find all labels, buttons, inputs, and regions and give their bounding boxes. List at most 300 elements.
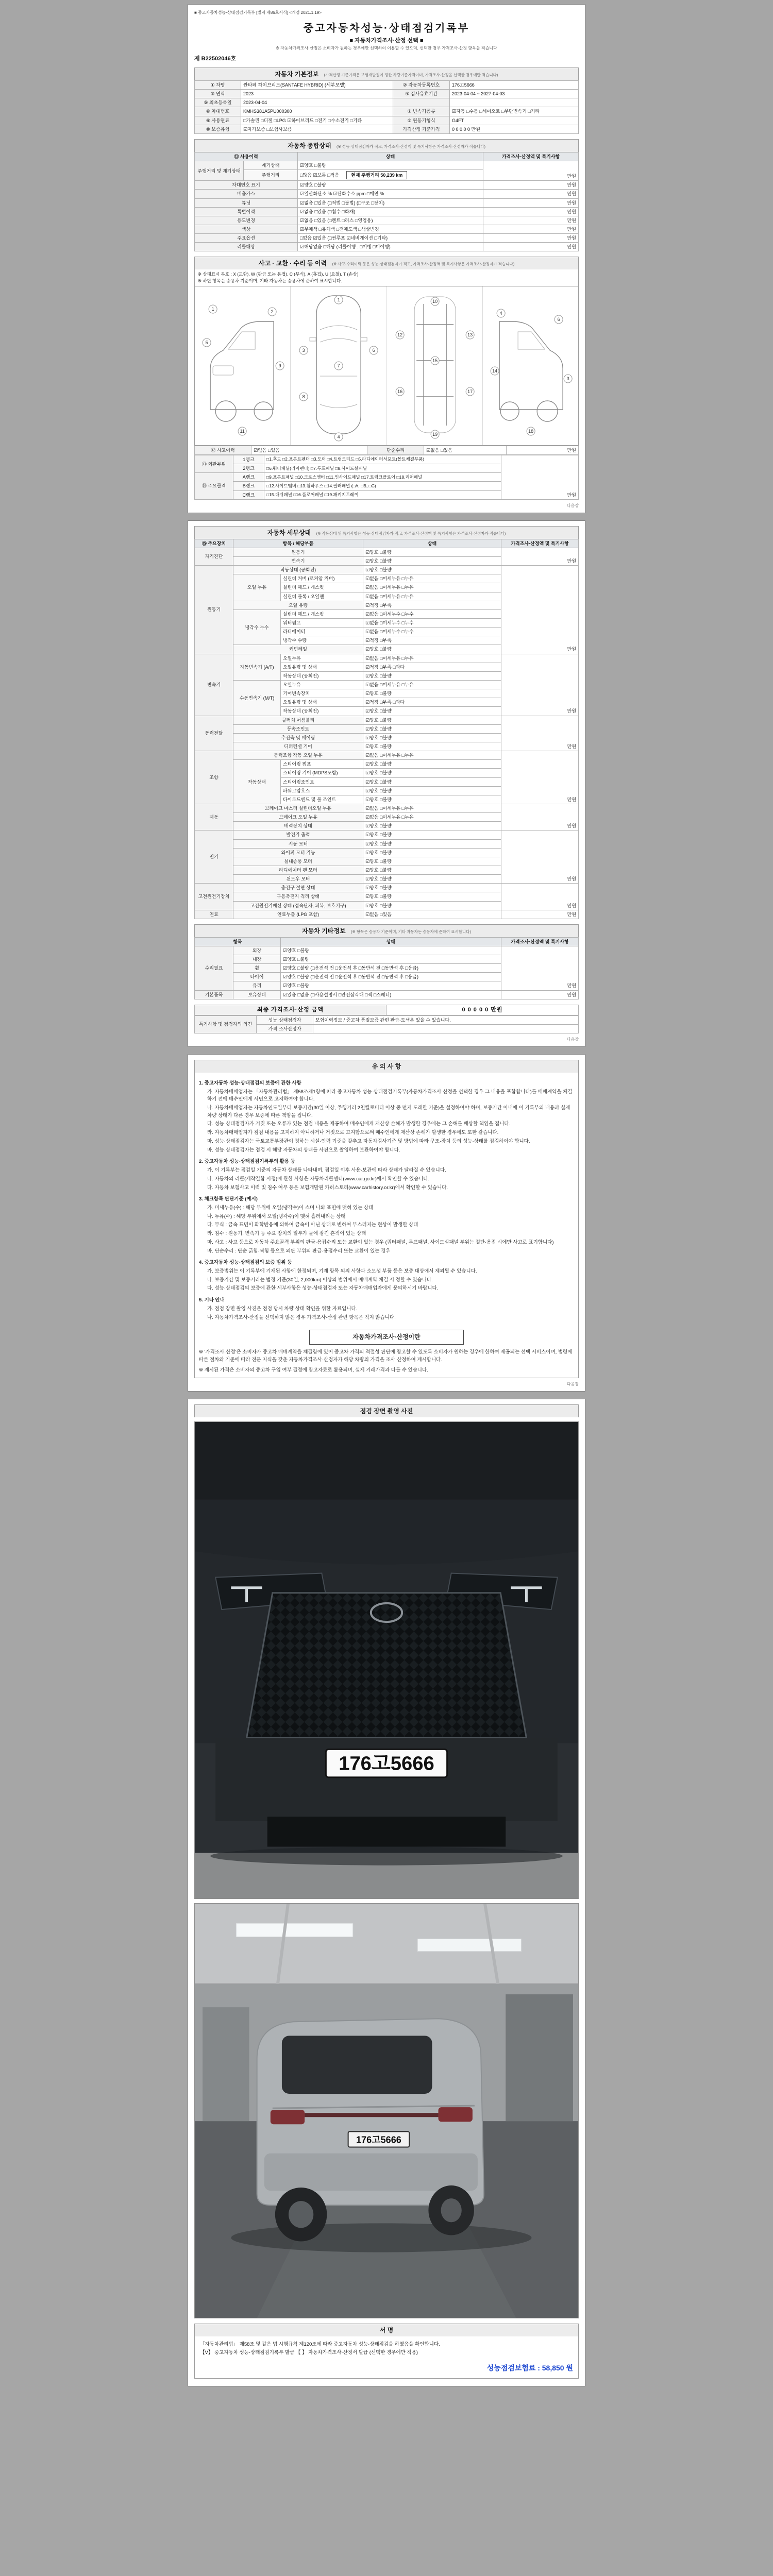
cell: ☑적정 □부족 □과다 bbox=[363, 663, 501, 671]
cell: ☑없음 □있음 bbox=[251, 446, 367, 454]
cell: 등속조인트 bbox=[233, 724, 363, 733]
cell: 워터펌프 bbox=[281, 619, 363, 628]
cell: 보유상태 bbox=[233, 990, 281, 999]
price-select-note: ※ 자동차가격조사·산정은 소비자가 원하는 경우에만 선택하여 이용할 수 있으며, 선택한 경우 가격조사·산정 항목을 적습니다 bbox=[276, 46, 497, 50]
svg-text:11: 11 bbox=[240, 428, 245, 434]
cell: □12.사이드멤버 □13.휠하우스 □14.필러패널 (□A, □B, □C) bbox=[264, 482, 501, 490]
cell: ☑없음 □있음 (□침수 □화재) bbox=[298, 207, 483, 216]
svg-text:12: 12 bbox=[397, 332, 402, 337]
accident-legend-line1: ※ 상태표시 부호 : X (교환), W (판금 또는 용접), C (부식), A (흠집), U (요철), T (손상) bbox=[198, 272, 359, 277]
cell: 내장 bbox=[233, 955, 281, 964]
cell: 스티어링 펌프 bbox=[281, 760, 363, 769]
cell: ☑양호 □불량 bbox=[363, 671, 501, 680]
cell: 수리필요 bbox=[195, 946, 233, 990]
section-accident-header bbox=[194, 257, 579, 269]
cell: 만원 bbox=[501, 804, 579, 830]
notice-line: 나. 자동차가격조사·산정을 선택하지 않은 경우 가격조사·산정 관련 항목은 적지 않습니다. bbox=[207, 1314, 396, 1320]
notice-line: ※ 제시된 가격은 소비자의 중고차 구입 여부 결정에 참고자료로 활용되며, 실제 거래가격과 다를 수 있습니다. bbox=[199, 1367, 428, 1374]
notice-line: 4. 중고자동차 성능·상태점검의 보증 범위 등 bbox=[199, 1260, 292, 1266]
notice-line: 2. 중고자동차 성능·상태점검기록부의 활용 등 bbox=[199, 1159, 295, 1165]
cell: ☑없음 □미세누유 □누유 bbox=[363, 751, 501, 760]
cell: ☑양호 □불량 bbox=[363, 875, 501, 884]
section-basic-title: 자동차 기본정보 bbox=[275, 71, 319, 78]
section-overall-note: (※ 성능·상태점검자가 적고, 가격조사·산정액 및 특기사항은 가격조사·산정자가 적습니다) bbox=[336, 144, 485, 149]
svg-text:1: 1 bbox=[211, 306, 214, 312]
cell: ⑨ 원동기형식 bbox=[393, 116, 450, 125]
cell: 브레이크 오일 누유 bbox=[233, 813, 363, 822]
cell: ☑양호 □불량 bbox=[363, 707, 501, 716]
section-photos-title: 점검 장면 촬영 사진 bbox=[360, 1408, 413, 1415]
cell: ☑양호 □불량 bbox=[281, 946, 501, 955]
cell: 유리 bbox=[233, 981, 281, 990]
cell: ☑양호 □불량 bbox=[363, 645, 501, 654]
cell: 만원 bbox=[483, 198, 579, 207]
section-photos-header bbox=[194, 1404, 579, 1417]
cell bbox=[450, 98, 579, 107]
cell: 만원 bbox=[483, 216, 579, 225]
cell: 스티어링조인트 bbox=[281, 777, 363, 786]
cell: ☑없음 □미세누수 □누수 bbox=[363, 609, 501, 618]
card-detail-condition bbox=[188, 520, 585, 1047]
notice-line: 마. 사고 : 사고 등으로 자동차 주요골격 부위의 판금·용접수리 또는 교환이 있는 경우 (쿼터패널, 루프패널, 사이드실패널 부위는 절단·용접 시에만 사고로 표기합니다) bbox=[207, 1239, 554, 1245]
svg-text:16: 16 bbox=[397, 388, 402, 394]
photo-rear-art bbox=[195, 1904, 578, 2318]
cell: 주요옵션 bbox=[195, 234, 298, 243]
cell: ☑없음 □미세누유 □누유 bbox=[363, 583, 501, 592]
svg-text:18: 18 bbox=[528, 428, 533, 434]
price-definition-paras bbox=[199, 1349, 574, 1375]
section-sign-header bbox=[194, 2324, 579, 2336]
accident-flags-table bbox=[194, 446, 579, 455]
svg-text:5: 5 bbox=[205, 340, 208, 345]
section-notices-header bbox=[194, 1060, 579, 1073]
cell: ☑자동 □수동 □세미오토 □무단변속기 □기타 bbox=[450, 107, 579, 116]
panel-rank-table bbox=[194, 455, 579, 500]
cell: 라디에이터 bbox=[281, 628, 363, 636]
svg-text:3: 3 bbox=[566, 376, 569, 381]
section-accident-title: 사고 · 교환 · 수리 등 이력 bbox=[258, 260, 327, 267]
notice-line: 1. 중고자동차 성능·상태점검의 보증에 관한 사항 bbox=[199, 1080, 301, 1086]
cell: ☑양호 □불량 bbox=[298, 161, 483, 170]
notice-line: 가. 미세누유(수) : 해당 부위에 오일(냉각수)이 스며 나와 표면에 맺혀 있는 상태 bbox=[207, 1205, 374, 1211]
card-notices bbox=[188, 1054, 585, 1392]
notice-line: ※ '가격조사·산정'은 소비자가 중고차 매매계약을 체결함에 있어 중고차 가격의 적절성 판단에 참고할 수 있도록 소비자가 원하는 경우에 한하여 제공되는 선택 서비스이며, 법령에 따른 절차와 기준에 따라 전문 지식을 갖춘 자동차가격조사·산정자가 해당 차량의 가격을 조사·산정하여 제시합니다. bbox=[199, 1349, 573, 1363]
cell: ☑없음 □있음 (□렌트 □리스 □영업용) bbox=[298, 216, 483, 225]
notice-line: 라. 침수 : 원동기, 변속기 등 주요 장치의 일부가 물에 잠긴 흔적이 있는 상태 bbox=[207, 1231, 366, 1237]
cell: 변속기 bbox=[195, 654, 233, 716]
cell: 실린더 커버 (로커암 커버) bbox=[281, 574, 363, 583]
cell: 와이퍼 모터 기능 bbox=[233, 848, 363, 857]
cell: 제동 bbox=[195, 804, 233, 830]
section-overall-header bbox=[194, 139, 579, 152]
cell: □9.프론트패널 □10.크로스멤버 □11.인사이드패널 □17.트렁크플로어 □18.리어패널 bbox=[264, 473, 501, 482]
cell: 상태 bbox=[281, 937, 501, 946]
svg-text:9: 9 bbox=[278, 363, 281, 368]
notice-line: 가. 점검 장면 촬영 사진은 점검 당시 차량 상태 확인을 위한 자료입니다. bbox=[207, 1306, 358, 1312]
cell: 2023 bbox=[241, 90, 393, 98]
cell: 만원 bbox=[501, 548, 579, 565]
card-basic-info bbox=[188, 4, 585, 513]
svg-text:8: 8 bbox=[302, 394, 305, 399]
notice-line: 가. 자동차매매업자는 「자동차관리법」 제58조제1항에 따라 중고자동차 성능·상태점검기록부(자동차가격조사·산정을 선택한 경우 그 내용을 포함합니다)를 매매계약을 체결하기 전에 매수인에게 서면으로 고지하여야 합니다. bbox=[207, 1089, 573, 1103]
cell: 성능·상태점검자 bbox=[257, 1015, 313, 1024]
cell: 클러치 어셈블리 bbox=[233, 716, 363, 724]
cell: 0 0 0 0 0 만원 bbox=[450, 125, 579, 133]
cell: ☑적정 □부족 bbox=[363, 636, 501, 645]
cell: 작동상태 bbox=[233, 760, 281, 804]
cell: 오일누유 bbox=[281, 680, 363, 689]
cell: 만원 bbox=[483, 190, 579, 198]
cell: ☑양호 □불량 bbox=[363, 866, 501, 874]
cell: ☑있음 □없음 (□사용설명서 □안전삼각대 □잭 □스패너) bbox=[281, 990, 501, 999]
cell: ☑양호 □불량 bbox=[363, 822, 501, 831]
section-accident-note: (※ 사고·수리이력 등은 성능·상태점검자가 적고, 가격조사·산정액 및 특기사항은 가격조사·산정자가 적습니다) bbox=[332, 262, 515, 267]
cell: KMHS381A5PU000300 bbox=[241, 107, 393, 116]
next-page-link[interactable]: 다음장 bbox=[566, 503, 579, 508]
cell: ☑양호 □불량 bbox=[363, 892, 501, 901]
cell: 시동 모터 bbox=[233, 839, 363, 848]
cell: ⑭ 주요골격 bbox=[195, 473, 233, 499]
final-price-table bbox=[194, 1005, 579, 1015]
cell: ☑양호 □불량 bbox=[363, 857, 501, 866]
cell: ☑없음 □미세누유 □누유 bbox=[363, 654, 501, 663]
cell: 싼타페 하이브리드(SANTAFE HYBRID) (세부모델) bbox=[241, 81, 393, 90]
svg-text:2: 2 bbox=[271, 309, 274, 314]
cell: ① 차명 bbox=[195, 81, 241, 90]
cell: 실내송풍 모터 bbox=[233, 857, 363, 866]
cell: 추진축 및 베어링 bbox=[233, 733, 363, 742]
cell: ☑양호 □불량 bbox=[363, 839, 501, 848]
notices-body bbox=[194, 1073, 579, 1378]
svg-text:6: 6 bbox=[557, 316, 560, 322]
svg-text:15: 15 bbox=[432, 358, 438, 363]
cell: ⑤ 최초등록일 bbox=[195, 98, 241, 107]
cell: 연료 bbox=[195, 910, 233, 919]
cell: 만원 bbox=[483, 234, 579, 243]
cell: 2랭크 bbox=[233, 464, 264, 473]
svg-text:19: 19 bbox=[432, 431, 438, 437]
cell: ☑적정 □부족 □과다 bbox=[363, 698, 501, 707]
license-plate-front: 176고5666 bbox=[339, 1752, 434, 1775]
cell: ☑양호 □불량 bbox=[363, 901, 501, 910]
cell: 만원 bbox=[501, 910, 579, 919]
cell: 만원 bbox=[483, 161, 579, 180]
cell: 상태 bbox=[363, 539, 501, 548]
section-etc-title: 자동차 기타정보 bbox=[302, 927, 346, 935]
cell: ☑양호 □불량 bbox=[363, 566, 501, 574]
cell: ☑없음 □미세누유 □누유 bbox=[363, 804, 501, 812]
cell: 윈도우 모터 bbox=[233, 875, 363, 884]
notice-line: 나. 자동차의 리콜(제작결함 시정)에 관한 사항은 자동차리콜센터(www.car.go.kr)에서 확인할 수 있습니다. bbox=[207, 1176, 430, 1182]
cell: 만원 bbox=[501, 716, 579, 751]
cell: ☑양호 □불량 bbox=[281, 955, 501, 964]
cell: 오일유량 및 상태 bbox=[281, 663, 363, 671]
cell: □가솔린 □디젤 □LPG ☑하이브리드 □전기 □수소전기 □기타 bbox=[241, 116, 393, 125]
notice-line: 다. 자동차 보험사고 이력 및 침수 여부 등은 보험개발원 카히스토리(www.carhistory.or.kr)에서 확인할 수 있습니다. bbox=[207, 1184, 448, 1191]
cell: ☑양호 □불량 bbox=[363, 831, 501, 839]
cell: 가격조사·산정액 및 특기사항 bbox=[501, 937, 579, 946]
cell: 주행거리 및 계기상태 bbox=[195, 161, 244, 180]
cell: 휠 bbox=[233, 964, 281, 973]
overall-condition-table bbox=[194, 152, 579, 252]
car-diagrams bbox=[194, 286, 579, 446]
cell: 만원 bbox=[483, 207, 579, 216]
document bbox=[188, 0, 585, 2386]
cell: 만원 bbox=[501, 884, 579, 910]
svg-text:4: 4 bbox=[499, 310, 502, 316]
cell bbox=[313, 1024, 579, 1033]
cell: ☑없음 □있음 bbox=[363, 910, 501, 919]
cell: 원동기 bbox=[195, 566, 233, 654]
svg-text:17: 17 bbox=[467, 388, 473, 394]
cell: 상태 bbox=[298, 152, 483, 161]
cell: 동력조향 작동 오일 누유 bbox=[233, 751, 363, 760]
cell: 자동변속기 (A/T) bbox=[233, 654, 281, 680]
cell: 항목 / 해당부품 bbox=[233, 539, 363, 548]
cell: 냉각수 수량 bbox=[281, 636, 363, 645]
notice-line: 5. 기타 안내 bbox=[199, 1297, 225, 1303]
cell: 특기사항 및 점검자의 의견 bbox=[195, 1015, 257, 1033]
cell: 만원 bbox=[483, 181, 579, 190]
notice-line: 다. 부식 : 금속 표면이 화학반응에 의하여 금속이 아닌 상태로 변하여 부스러지는 현상이 발생한 상태 bbox=[207, 1222, 418, 1228]
cell: ③ 연식 bbox=[195, 90, 241, 98]
cell: 작동상태 (공회전) bbox=[281, 671, 363, 680]
cell: ☑양호 □불량 bbox=[363, 733, 501, 742]
cell: 충전구 절연 상태 bbox=[233, 884, 363, 892]
cell: ☑양호 □불량 bbox=[363, 769, 501, 777]
cell: 수동변속기 (M/T) bbox=[233, 680, 281, 716]
cell: ☑양호 □불량 bbox=[363, 724, 501, 733]
cell: 디퍼렌셜 기어 bbox=[233, 742, 363, 751]
cell: 구동축전지 격리 상태 bbox=[233, 892, 363, 901]
svg-text:10: 10 bbox=[432, 298, 438, 304]
page-title: 중고자동차성능·상태점검기록부 bbox=[303, 23, 470, 34]
cell: 주행거리 bbox=[244, 170, 298, 181]
cell: 튜닝 bbox=[195, 198, 298, 207]
cell: 특별이력 bbox=[195, 207, 298, 216]
cell: ☑없음 □미세누수 □누수 bbox=[363, 628, 501, 636]
cell: 냉각수 누수 bbox=[233, 609, 281, 645]
cell: B랭크 bbox=[233, 482, 264, 490]
cell: □1.후드 □2.프론트펜더 □3.도어 □4.트렁크리드 □5.라디에이터서포트(볼트체결부품) bbox=[264, 455, 501, 464]
cell: 실린더 헤드 / 개스킷 bbox=[281, 583, 363, 592]
cell: 0 0 0 0 0 만원 bbox=[386, 1005, 579, 1015]
car-diagram-top-exterior bbox=[291, 286, 386, 445]
cell: 용도변경 bbox=[195, 216, 298, 225]
cell: ⑫ 사고이력 bbox=[195, 446, 251, 454]
cell: 오일 유량 bbox=[233, 601, 363, 609]
cell: 최종 가격조사·산정 금액 bbox=[195, 1005, 386, 1015]
cell: ☑없음 □미세누유 □누유 bbox=[363, 592, 501, 601]
sign-body bbox=[194, 2336, 579, 2378]
notice-line: 나. 누유(수) : 해당 부위에서 오일(냉각수)이 맺혀 흘러내리는 상태 bbox=[207, 1213, 346, 1219]
cell: 고전원전기배선 상태 (접속단자, 피복, 보호기구) bbox=[233, 901, 363, 910]
cell: ⑥ 차대번호 bbox=[195, 107, 241, 116]
cell: ☑없음 □미세누유 □누유 bbox=[363, 680, 501, 689]
cell: 항목 bbox=[195, 937, 281, 946]
cell: 연료누출 (LPG 포함) bbox=[233, 910, 363, 919]
section-detail-title: 자동차 세부상태 bbox=[267, 529, 311, 536]
cell: 오일 누유 bbox=[233, 574, 281, 601]
svg-text:13: 13 bbox=[467, 332, 473, 337]
cell: ☑양호 □불량 bbox=[363, 795, 501, 804]
cell: □많음 ☑보통 □적음 현재 주행거리 50,239 km bbox=[298, 170, 483, 181]
svg-text:6: 6 bbox=[372, 347, 375, 353]
cell: ☑없음 □있음 bbox=[424, 446, 507, 454]
cell: 만원 bbox=[483, 243, 579, 251]
cell: 만원 bbox=[501, 946, 579, 990]
cell: ☑적정 □부족 bbox=[363, 601, 501, 609]
cell: ④ 검사유효기간 bbox=[393, 90, 450, 98]
cell: 작동상태 (공회전) bbox=[233, 566, 363, 574]
cell: ☑양호 □불량 bbox=[363, 884, 501, 892]
cell: 가격·조사산정자 bbox=[257, 1024, 313, 1033]
cell: ☑양호 □불량 bbox=[281, 981, 501, 990]
cell: 176고5666 bbox=[450, 81, 579, 90]
cell: 자기진단 bbox=[195, 548, 233, 565]
sign-confirm-line2: 【V】 중고자동차 성능·상태점검기록부 발급 【 】 자동차가격조사·산정서 발급 (선택한 경우에만 적용) bbox=[200, 2350, 418, 2356]
svg-text:1: 1 bbox=[337, 297, 340, 302]
cell: 만원 bbox=[501, 751, 579, 804]
accident-legend bbox=[194, 269, 579, 286]
car-diagram-front-iso bbox=[195, 286, 291, 445]
cell: ⑧ 사용연료 bbox=[195, 116, 241, 125]
cell: ☑양호 □불량 bbox=[363, 760, 501, 769]
cell: 오일유량 및 상태 bbox=[281, 698, 363, 707]
inspection-photo-front bbox=[194, 1421, 579, 1899]
cell: ⑩ 보증유형 bbox=[195, 125, 241, 133]
cell: 실린더 블록 / 오일팬 bbox=[281, 592, 363, 601]
cell: ☑무채색 □유채색 □전체도색 □색상변경 bbox=[298, 225, 483, 233]
notices-list bbox=[199, 1080, 574, 1321]
cell: 가격산정 기준가격 bbox=[393, 125, 450, 133]
cell: 타이어 bbox=[233, 973, 281, 981]
notice-line: 마. 성능·상태점검자는 국토교통부장관이 정하는 시설·인력 기준을 갖추고 자동차검사기준 및 방법에 따라 구조·장치 등의 성능·상태를 점검하여야 합니다. bbox=[207, 1138, 530, 1144]
card-photos-sign bbox=[188, 1399, 585, 2386]
cell: □없음 ☑있음 (□썬루프 ☑네비게이션 □기타) bbox=[298, 234, 483, 243]
cell: 배출가스 bbox=[195, 190, 298, 198]
cell: ☑양호 □불량 (□운전석 전 □운전석 후 □동반석 전 □동반석 후 □응급) bbox=[281, 973, 501, 981]
cell: 배력장치 상태 bbox=[233, 822, 363, 831]
notice-line: 다. 성능·상태점검의 보증에 관한 세부사항은 성능·상태점검자 또는 자동차매매업자에게 문의하시기 바랍니다. bbox=[207, 1285, 439, 1292]
cell: 단순수리 bbox=[367, 446, 424, 454]
section-basic-header bbox=[194, 67, 579, 80]
cell: ☑양호 □불량 bbox=[363, 557, 501, 566]
cell: 만원 bbox=[483, 225, 579, 233]
cell: ⑪ 사용이력 bbox=[195, 152, 298, 161]
cell: 리콜대상 bbox=[195, 243, 298, 251]
cell: 실린더 헤드 / 개스킷 bbox=[281, 609, 363, 618]
cell: 전기 bbox=[195, 831, 233, 884]
notice-line: 나. 보증기간 및 보증거리는 법정 기준(30일, 2,000km) 이상의 범위에서 매매계약 체결 시 정할 수 있습니다. bbox=[207, 1277, 433, 1283]
cell: ☑양호 □불량 bbox=[363, 548, 501, 556]
cell: 계기상태 bbox=[244, 161, 298, 170]
notice-line: 3. 체크항목 판단기준 (예시) bbox=[199, 1196, 258, 1202]
cell: 조향 bbox=[195, 751, 233, 804]
notice-line: 다. 성능·상태점검자가 거짓 또는 오류가 있는 점검 내용을 제공하여 매수인에게 재산상 손해가 발생한 경우에는 그 손해를 배상할 책임을 집니다. bbox=[207, 1121, 511, 1127]
cell: ⑮ 주요장치 bbox=[195, 539, 233, 548]
section-detail-note: (※ 작동상태 및 특기사항은 성능·상태점검자가 적고, 가격조사·산정액 및 특기사항은 가격조사·산정자가 적습니다) bbox=[316, 531, 506, 536]
svg-text:7: 7 bbox=[337, 363, 340, 368]
section-overall-title: 자동차 종합상태 bbox=[288, 142, 331, 149]
cell: ☑자가보증 □보험사보증 bbox=[241, 125, 393, 133]
cell: 파워고압호스 bbox=[281, 786, 363, 795]
cell: ☑없음 □미세누수 □누수 bbox=[363, 619, 501, 628]
cell: ☑일산화탄소 % ☑탄화수소 ppm □매연 % bbox=[298, 190, 483, 198]
section-notices-title: 유 의 사 항 bbox=[372, 1062, 401, 1070]
cell: 오일누유 bbox=[281, 654, 363, 663]
document-number: 제 B22502046호 bbox=[194, 56, 237, 62]
cell: 1랭크 bbox=[233, 455, 264, 464]
cell: 만원 bbox=[507, 446, 579, 454]
cell: 만원 bbox=[501, 990, 579, 999]
inspection-photo-rear bbox=[194, 1903, 579, 2318]
cell: ☑해당없음 □해당 (리콜이행 : □이행 □미이행) bbox=[298, 243, 483, 251]
cell: 동력전달 bbox=[195, 716, 233, 751]
cell: □15.대쉬패널 □16.플로어패널 □19.패키지트레이 bbox=[264, 490, 501, 499]
car-diagram-rear-iso bbox=[483, 286, 578, 445]
cell: 2023-04-04 bbox=[241, 98, 393, 107]
cell: 변속기 bbox=[233, 557, 363, 566]
section-sign-title: 서 명 bbox=[379, 2327, 394, 2334]
notice-line: 가. 보증범위는 이 기록부에 기재된 사항에 한정되며, 기재 항목 외의 사항과 소모성 부품 등은 보증 대상에서 제외될 수 있습니다. bbox=[207, 1268, 477, 1274]
cell: 고전원전기장치 bbox=[195, 884, 233, 910]
accident-legend-line2: ※ 하단 항목은 승용차 기준이며, 기타 자동차는 승용차에 준하여 표시합니다. bbox=[198, 278, 342, 284]
photo-front-art bbox=[195, 1422, 578, 1899]
cell: 커먼레일 bbox=[233, 645, 363, 654]
etc-info-table bbox=[194, 937, 579, 999]
cell: ☑양호 □불량 bbox=[363, 716, 501, 724]
cell bbox=[393, 98, 450, 107]
sign-confirm-line1: 「자동차관리법」 제58조 및 같은 법 시행규칙 제120조에 따라 중고자동차 성능·상태점검을 하였음을 확인합니다. bbox=[200, 2342, 440, 2348]
cell: 작동상태 (공회전) bbox=[281, 707, 363, 716]
license-plate-rear: 176고5666 bbox=[356, 2134, 401, 2145]
cell: 스티어링 기어 (MDPS포함) bbox=[281, 769, 363, 777]
detail-condition-table bbox=[194, 539, 579, 919]
cell: 만원 bbox=[501, 654, 579, 716]
cell: 기어변속장치 bbox=[281, 689, 363, 698]
cell: ☑양호 □불량 (□운전석 전 □운전석 후 □동반석 전 □동반석 후 □응급) bbox=[281, 964, 501, 973]
cell: 타이로드엔드 및 볼 조인트 bbox=[281, 795, 363, 804]
section-etc-header bbox=[194, 924, 579, 937]
cell: 보험이력정보 / 중고차 품질보증 관련 판금·도색은 있을 수 있습니다. bbox=[313, 1015, 579, 1024]
cell: ☑없음 □미세누유 □누유 bbox=[363, 813, 501, 822]
cell: 2023-04-04 ~ 2027-04-03 bbox=[450, 90, 579, 98]
notice-line: 라. 자동차매매업자가 점검 내용을 고지하지 아니하거나 거짓으로 고지함으로써 매수인에게 재산상 손해가 발생한 경우에도 또한 같습니다. bbox=[207, 1130, 499, 1136]
cell: 색상 bbox=[195, 225, 298, 233]
next-page-link[interactable]: 다음장 bbox=[566, 1382, 579, 1387]
cell: ⑦ 변속기종류 bbox=[393, 107, 450, 116]
cell: ☑양호 □불량 bbox=[363, 689, 501, 698]
notice-line: 바. 성능·상태점검자는 점검 시 해당 자동차의 상태를 사진으로 촬영하여 보관하여야 합니다. bbox=[207, 1147, 400, 1153]
section-etc-note: (※ 항목은 승용차 기준이며, 기타 자동차는 승용차에 준하여 표시합니다) bbox=[351, 929, 471, 934]
svg-text:4: 4 bbox=[337, 434, 340, 439]
inspection-insurance-fee: 성능점검보험료 : 58,850 원 bbox=[486, 2363, 573, 2372]
cell: ⑬ 외판부위 bbox=[195, 455, 233, 473]
cell: 만원 bbox=[501, 566, 579, 654]
cell: ☑양호 □불량 bbox=[363, 786, 501, 795]
price-select-banner: ■ 자동차가격조사·산정 선택 ■ bbox=[349, 38, 424, 44]
cell: □6.쿼터패널(리어펜더) □7.루프패널 □8.사이드실패널 bbox=[264, 464, 501, 473]
cell: 브레이크 마스터 실린더오일 누유 bbox=[233, 804, 363, 812]
cell: 가격조사·산정액 및 특기사항 bbox=[483, 152, 579, 161]
cell: 가격조사·산정액 및 특기사항 bbox=[501, 539, 579, 548]
cell: 라디에이터 팬 모터 bbox=[233, 866, 363, 874]
cell: 만원 bbox=[501, 831, 579, 884]
next-page-link[interactable]: 다음장 bbox=[566, 1037, 579, 1042]
svg-text:14: 14 bbox=[492, 368, 497, 374]
section-detail-header bbox=[194, 526, 579, 539]
